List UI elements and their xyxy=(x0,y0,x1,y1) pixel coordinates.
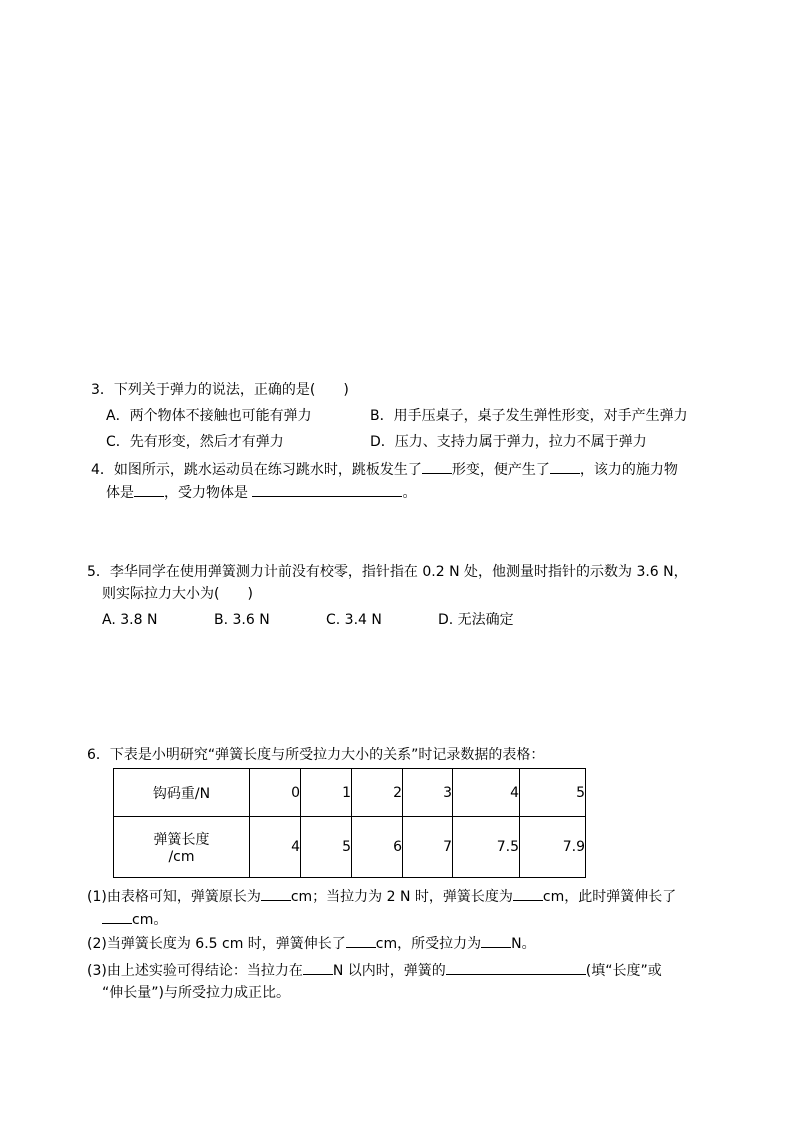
q4-text-2c: 。 xyxy=(402,485,417,501)
answer-blank[interactable] xyxy=(481,933,511,948)
answer-blank[interactable] xyxy=(303,960,333,975)
table-cell: 7.5 xyxy=(453,817,520,878)
q6-text: cm，此时弹簧伸长了 xyxy=(542,889,677,905)
table-header-cell xyxy=(114,817,250,878)
q5-line-1: 5．李华同学在使用弹簧测力计前没有校零，指针指在 0.2 N 处，他测量时指针的示数为 3.6 N， xyxy=(87,564,688,580)
q3-option-b: B．用手压桌子，桌子发生弹性形变，对手产生弹力 xyxy=(370,408,688,424)
table-row xyxy=(114,769,586,817)
table-cell: 0 xyxy=(250,769,301,817)
q3-option-c: C．先有形变，然后才有弹力 xyxy=(106,434,284,450)
answer-blank[interactable] xyxy=(134,482,164,497)
q5-option-b: B. 3.6 N xyxy=(214,612,270,628)
answer-blank[interactable] xyxy=(261,886,291,901)
q4-text-1b: 形变，便产生了 xyxy=(451,462,550,478)
q4-text-1a: 4．如图所示，跳水运动员在练习跳水时，跳板发生了 xyxy=(91,462,422,478)
q6-text: cm。 xyxy=(132,912,168,928)
table-cell: 6 xyxy=(352,817,403,878)
q5-option-a: A. 3.8 N xyxy=(102,612,158,628)
table-cell: 7 xyxy=(403,817,453,878)
answer-blank[interactable] xyxy=(513,886,543,901)
q6-text: cm，所受拉力为 xyxy=(375,936,482,952)
q6-text: (3)由上述实验可得结论：当拉力在 xyxy=(87,963,303,979)
q4-text-2b: ，受力物体是 xyxy=(164,485,253,501)
q6-sub-1-cont xyxy=(102,909,167,929)
q4-text-1c: ，该力的施力物 xyxy=(579,462,678,478)
q3-option-a: A．两个物体不接触也可能有弹力 xyxy=(106,408,312,424)
q6-stem: 6．下表是小明研究“弹簧长度与所受拉力大小的关系”时记录数据的表格： xyxy=(87,747,545,763)
q6-text: (1)由表格可知，弹簧原长为 xyxy=(87,889,261,905)
header-line: /cm xyxy=(168,849,195,865)
q4-text-2a: 体是 xyxy=(106,485,134,501)
answer-blank[interactable] xyxy=(446,960,586,975)
table-cell: 1 xyxy=(301,769,352,817)
answer-blank[interactable] xyxy=(550,459,580,474)
table-cell: 4 xyxy=(250,817,301,878)
table-cell: 5 xyxy=(520,769,586,817)
q5-option-d: D. 无法确定 xyxy=(438,612,514,628)
header-line: 弹簧长度 xyxy=(153,832,210,848)
table-row xyxy=(114,817,586,878)
table-cell: 7.9 xyxy=(520,817,586,878)
table-cell: 4 xyxy=(453,769,520,817)
q6-text: (2)当弹簧长度为 6.5 cm 时，弹簧伸长了 xyxy=(87,936,346,952)
table-cell: 3 xyxy=(403,769,453,817)
q5-line-2: 则实际拉力大小为( ) xyxy=(102,586,253,602)
answer-blank[interactable] xyxy=(422,459,452,474)
q6-text: N 以内时，弹簧的 xyxy=(332,963,446,979)
q6-text: N。 xyxy=(511,936,536,952)
q4-line-1 xyxy=(91,459,678,479)
answer-blank[interactable] xyxy=(252,482,402,497)
q3-option-d: D．压力、支持力属于弹力，拉力不属于弹力 xyxy=(370,434,647,450)
table-cell: 2 xyxy=(352,769,403,817)
q3-stem: 3．下列关于弹力的说法，正确的是( ) xyxy=(91,382,349,398)
q6-text: cm；当拉力为 2 N 时，弹簧长度为 xyxy=(290,889,513,905)
answer-blank[interactable] xyxy=(102,909,132,924)
q5-option-c: C. 3.4 N xyxy=(326,612,382,628)
q6-sub-2 xyxy=(87,933,536,953)
spring-data-table xyxy=(113,768,586,878)
table-header-cell: 钩码重/N xyxy=(114,769,250,817)
q6-sub-3-cont: “伸长量”)与所受拉力成正比。 xyxy=(102,985,290,1001)
q6-text: (填“长度”或 xyxy=(585,963,662,979)
table-cell: 5 xyxy=(301,817,352,878)
q6-sub-3 xyxy=(87,960,662,980)
q6-sub-1 xyxy=(87,886,676,906)
answer-blank[interactable] xyxy=(346,933,376,948)
q4-line-2 xyxy=(106,482,416,502)
